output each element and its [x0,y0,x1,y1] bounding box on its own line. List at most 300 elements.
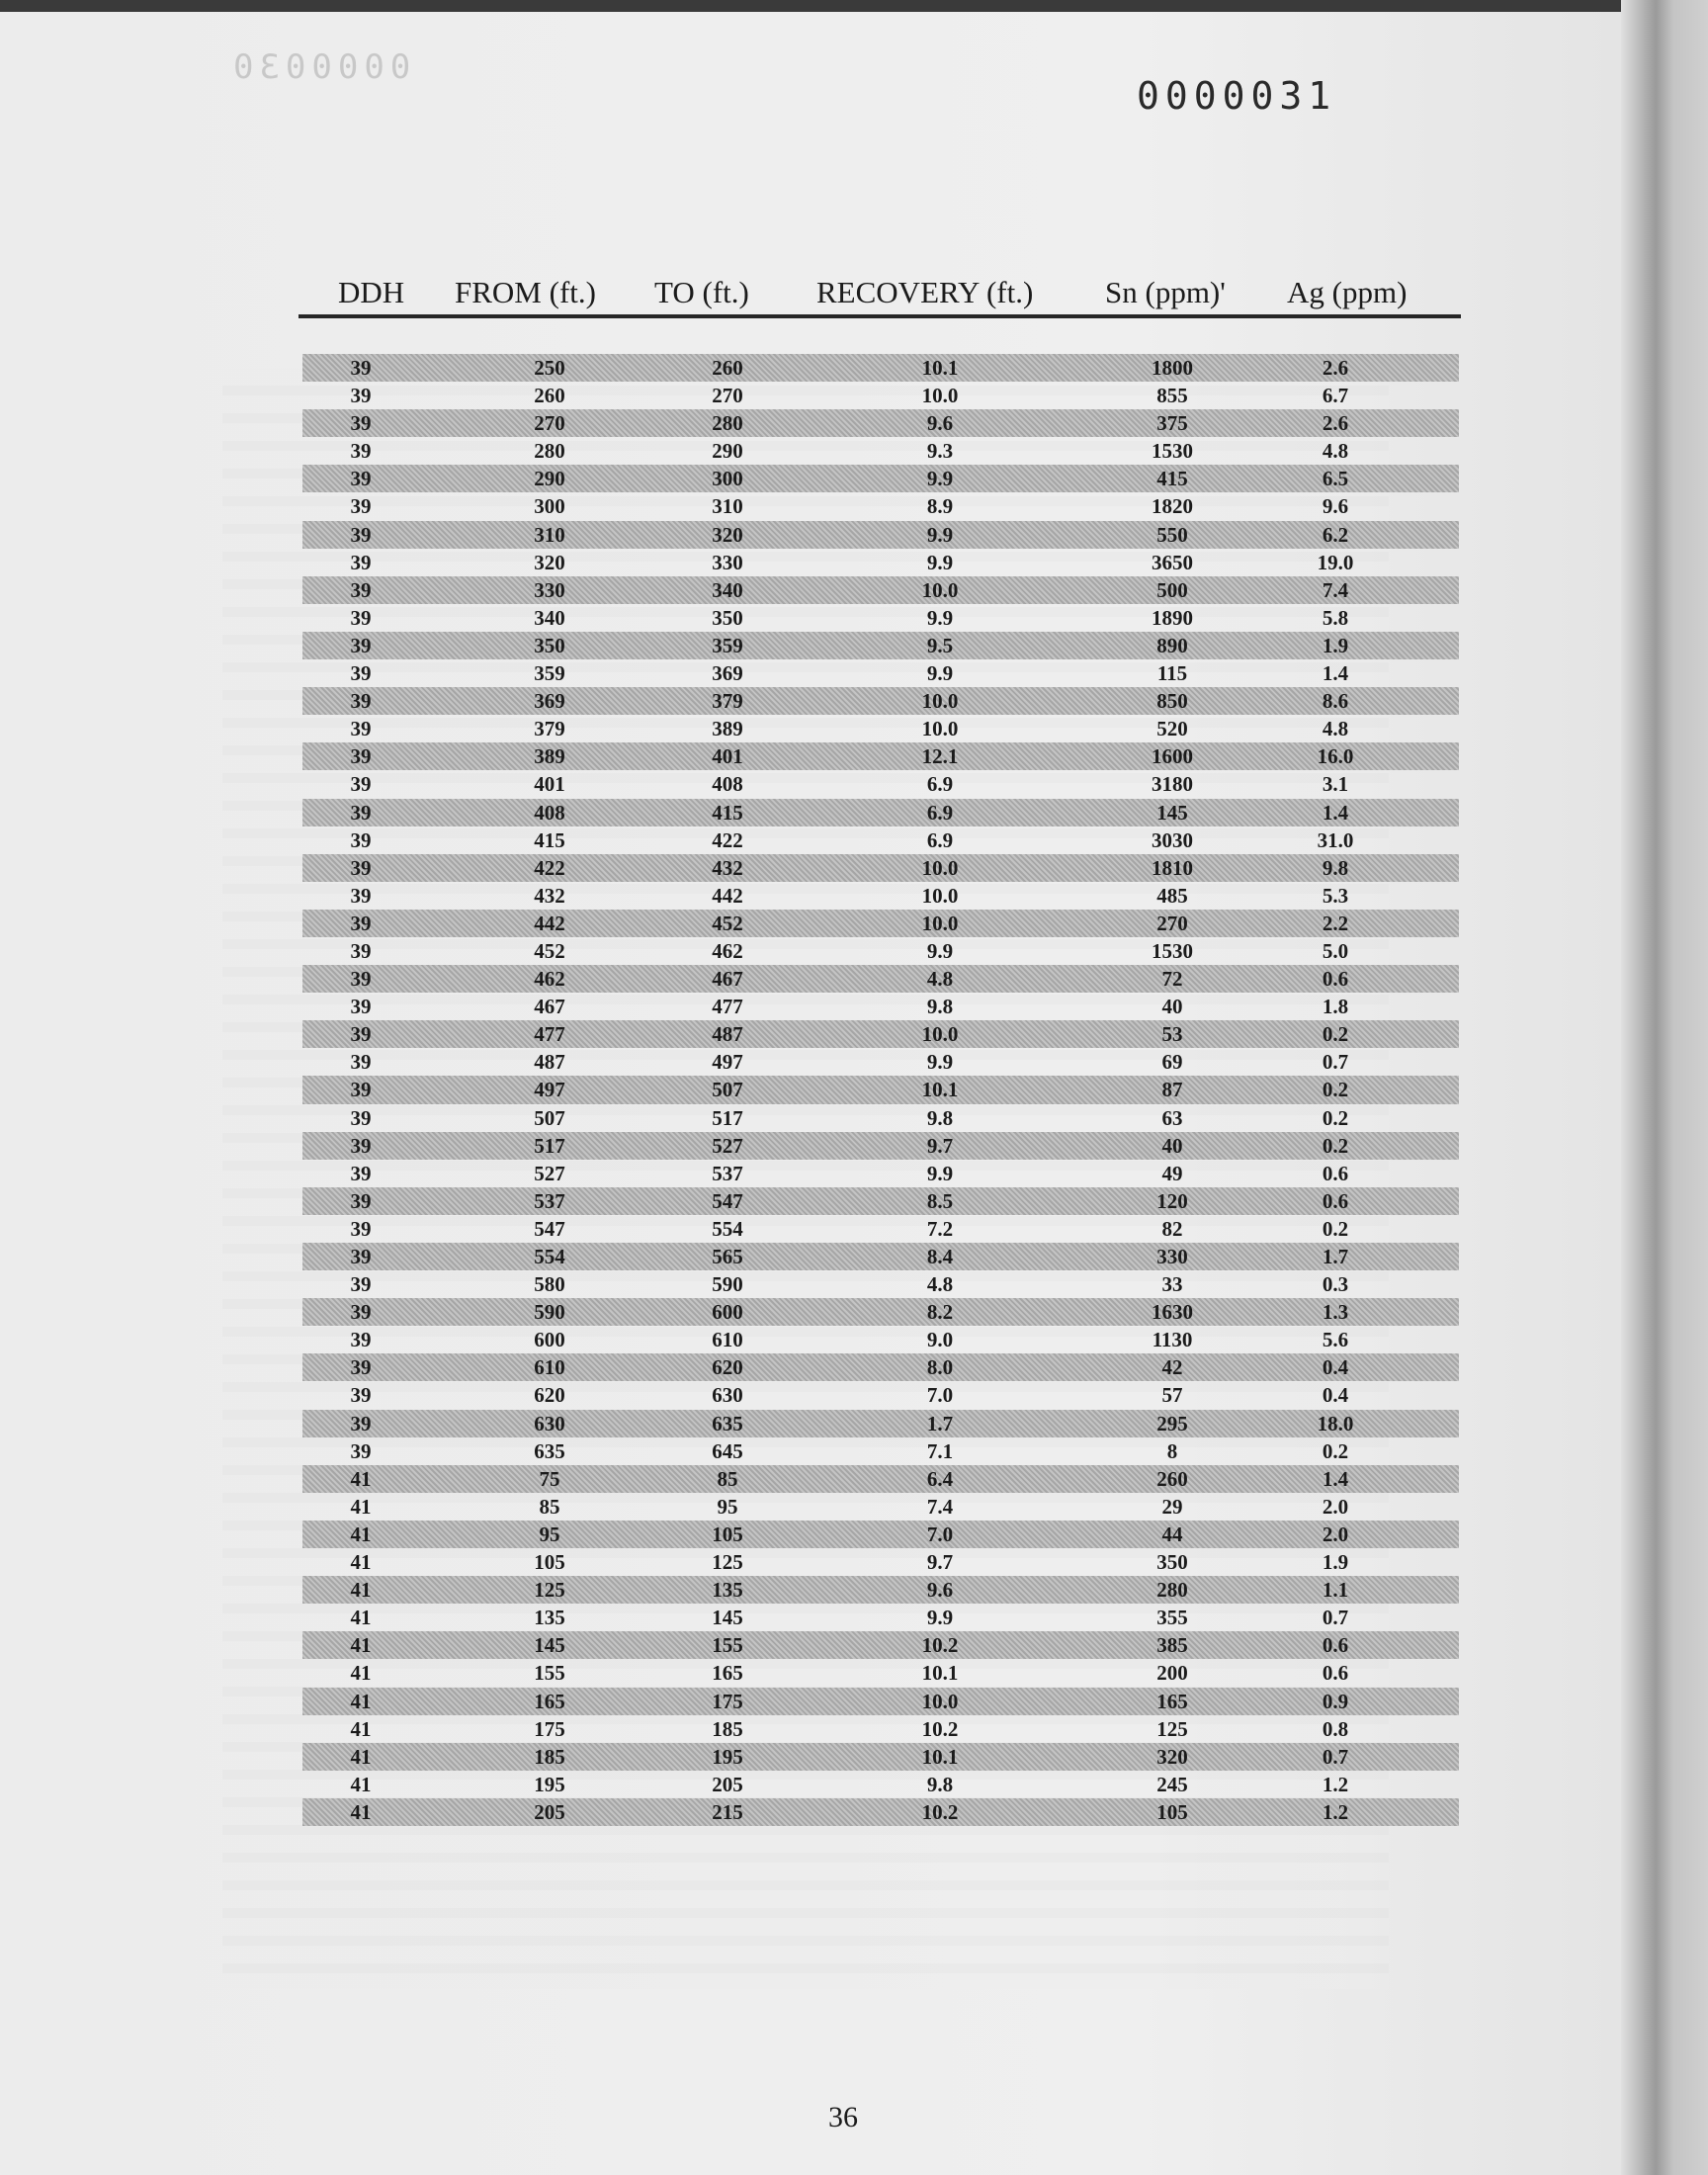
header-to: TO (ft.) [654,275,749,309]
cell-from: 290 [534,467,565,491]
cell-from: 379 [534,717,565,741]
cell-ddh: 41 [350,1578,372,1603]
cell-ag: 0.2 [1322,1438,1349,1463]
bleed-through-document-number: 0000030 [227,47,411,87]
cell-recovery: 9.9 [926,522,954,547]
table-row [302,382,1459,409]
cell-to: 620 [712,1355,743,1380]
cell-ddh: 39 [350,1050,372,1075]
cell-from: 359 [534,661,565,686]
cell-to: 635 [712,1411,743,1436]
cell-recovery: 12.1 [921,744,959,769]
cell-sn: 270 [1156,911,1188,935]
cell-ddh: 39 [350,1133,372,1158]
table-row [302,993,1459,1020]
cell-ag: 4.8 [1322,439,1349,464]
cell-recovery: 9.9 [926,1050,954,1075]
cell-from: 369 [534,689,565,714]
cell-sn: 200 [1156,1661,1188,1686]
cell-to: 369 [712,661,743,686]
cell-from: 452 [534,938,565,963]
cell-recovery: 10.0 [921,384,959,408]
cell-from: 415 [534,827,565,852]
cell-to: 195 [712,1744,743,1769]
cell-sn: 40 [1161,995,1183,1019]
cell-to: 401 [712,744,743,769]
cell-from: 497 [534,1078,565,1102]
cell-sn: 1890 [1152,605,1193,630]
cell-sn: 1530 [1152,938,1193,963]
cell-recovery: 10.2 [921,1633,959,1658]
cell-ddh: 41 [350,1772,372,1796]
cell-recovery: 10.1 [921,356,959,380]
cell-ddh: 41 [350,1633,372,1658]
cell-from: 175 [534,1716,565,1741]
table-row [302,1521,1459,1548]
cell-sn: 280 [1156,1578,1188,1603]
cell-from: 408 [534,800,565,825]
header-ddh: DDH [338,275,405,309]
cell-to: 270 [712,384,743,408]
cell-to: 105 [712,1522,743,1546]
cell-to: 452 [712,911,743,935]
cell-from: 135 [534,1606,565,1630]
binding-shadow [1621,0,1708,2175]
table-row [302,1270,1459,1298]
cell-sn: 385 [1156,1633,1188,1658]
cell-recovery: 9.6 [926,1578,954,1603]
cell-ddh: 41 [350,1550,372,1575]
cell-from: 590 [534,1300,565,1325]
cell-to: 330 [712,550,743,574]
cell-from: 610 [534,1355,565,1380]
cell-sn: 890 [1156,633,1188,657]
cell-from: 105 [534,1550,565,1575]
cell-from: 270 [534,411,565,436]
cell-ddh: 39 [350,384,372,408]
cell-from: 477 [534,1022,565,1047]
cell-recovery: 9.8 [926,995,954,1019]
cell-ag: 0.7 [1322,1744,1349,1769]
cell-recovery: 7.4 [926,1494,954,1519]
cell-ddh: 39 [350,967,372,992]
cell-ag: 16.0 [1317,744,1354,769]
cell-to: 340 [712,577,743,602]
cell-ag: 5.8 [1322,605,1349,630]
cell-sn: 165 [1156,1689,1188,1713]
cell-to: 320 [712,522,743,547]
table-row [302,742,1459,770]
cell-recovery: 9.6 [926,411,954,436]
cell-recovery: 9.9 [926,1606,954,1630]
cell-from: 145 [534,1633,565,1658]
table-row [302,549,1459,576]
cell-to: 310 [712,494,743,519]
cell-to: 290 [712,439,743,464]
cell-ddh: 39 [350,1328,372,1352]
header-rule [299,314,1461,318]
cell-sn: 855 [1156,384,1188,408]
cell-sn: 120 [1156,1188,1188,1213]
cell-sn: 72 [1161,967,1183,992]
cell-sn: 44 [1161,1522,1183,1546]
table-row [302,1243,1459,1270]
cell-sn: 415 [1156,467,1188,491]
cell-sn: 115 [1156,661,1188,686]
cell-to: 600 [712,1300,743,1325]
cell-to: 432 [712,855,743,880]
cell-ddh: 41 [350,1689,372,1713]
cell-ag: 1.9 [1322,633,1349,657]
table-row [302,826,1459,854]
cell-recovery: 9.8 [926,1105,954,1130]
cell-to: 630 [712,1383,743,1408]
table-header [297,275,1463,314]
cell-ag: 1.2 [1322,1799,1349,1824]
cell-to: 517 [712,1105,743,1130]
cell-to: 260 [712,356,743,380]
cell-recovery: 10.1 [921,1078,959,1102]
cell-recovery: 9.0 [926,1328,954,1352]
table-row [302,1020,1459,1048]
cell-ag: 0.2 [1322,1022,1349,1047]
cell-ag: 0.2 [1322,1216,1349,1241]
cell-ddh: 39 [350,605,372,630]
cell-sn: 1530 [1152,439,1193,464]
cell-sn: 82 [1161,1216,1183,1241]
cell-ddh: 39 [350,1022,372,1047]
cell-to: 645 [712,1438,743,1463]
cell-sn: 105 [1156,1799,1188,1824]
table-row [302,492,1459,520]
cell-recovery: 10.0 [921,1022,959,1047]
cell-recovery: 7.0 [926,1522,954,1546]
cell-ddh: 39 [350,1272,372,1297]
cell-from: 330 [534,577,565,602]
cell-recovery: 10.0 [921,911,959,935]
cell-recovery: 8.5 [926,1188,954,1213]
cell-ddh: 39 [350,800,372,825]
table-row [302,1688,1459,1715]
cell-sn: 260 [1156,1466,1188,1491]
table-row [302,1215,1459,1243]
table-row [302,1326,1459,1353]
table-row [302,1353,1459,1381]
cell-recovery: 6.4 [926,1466,954,1491]
cell-recovery: 9.3 [926,439,954,464]
cell-ag: 2.6 [1322,356,1349,380]
cell-ag: 1.1 [1322,1578,1349,1603]
cell-sn: 8 [1166,1438,1178,1463]
table-row [302,1048,1459,1076]
cell-to: 497 [712,1050,743,1075]
cell-to: 145 [712,1606,743,1630]
cell-to: 610 [712,1328,743,1352]
cell-sn: 485 [1156,883,1188,908]
table-row [302,354,1459,382]
cell-recovery: 8.4 [926,1245,954,1268]
table-row [302,1576,1459,1604]
cell-sn: 245 [1156,1772,1188,1796]
table-row [302,1381,1459,1409]
cell-ddh: 39 [350,1161,372,1185]
scan-top-edge [0,0,1708,12]
cell-recovery: 10.0 [921,855,959,880]
cell-ag: 6.7 [1322,384,1349,408]
cell-from: 260 [534,384,565,408]
cell-recovery: 1.7 [926,1411,954,1436]
cell-recovery: 7.2 [926,1216,954,1241]
cell-ag: 7.4 [1322,577,1349,602]
cell-recovery: 10.0 [921,577,959,602]
cell-recovery: 10.2 [921,1716,959,1741]
cell-from: 300 [534,494,565,519]
cell-sn: 63 [1161,1105,1183,1130]
table-row [302,632,1459,659]
cell-ag: 9.6 [1322,494,1349,519]
cell-recovery: 9.9 [926,550,954,574]
cell-ag: 1.4 [1322,800,1349,825]
table-row [302,659,1459,687]
assay-table [302,354,1459,1826]
cell-ddh: 39 [350,439,372,464]
cell-recovery: 8.9 [926,494,954,519]
cell-from: 580 [534,1272,565,1297]
table-row [302,1132,1459,1160]
cell-ddh: 39 [350,411,372,436]
cell-to: 135 [712,1578,743,1603]
cell-ag: 1.2 [1322,1772,1349,1796]
cell-from: 205 [534,1799,565,1824]
table-row [302,854,1459,882]
cell-ag: 2.0 [1322,1494,1349,1519]
table-row [302,521,1459,549]
cell-sn: 49 [1161,1161,1183,1185]
cell-from: 527 [534,1161,565,1185]
cell-ddh: 39 [350,1383,372,1408]
cell-recovery: 9.9 [926,1161,954,1185]
cell-ddh: 39 [350,717,372,741]
cell-sn: 53 [1161,1022,1183,1047]
cell-from: 185 [534,1744,565,1769]
cell-sn: 145 [1156,800,1188,825]
cell-from: 600 [534,1328,565,1352]
cell-ag: 0.4 [1322,1355,1349,1380]
table-row [302,687,1459,715]
cell-recovery: 9.9 [926,467,954,491]
cell-to: 527 [712,1133,743,1158]
cell-ddh: 39 [350,689,372,714]
cell-sn: 500 [1156,577,1188,602]
cell-ag: 18.0 [1317,1411,1354,1436]
header-from: FROM (ft.) [455,275,596,309]
cell-ddh: 39 [350,938,372,963]
table-row [302,1160,1459,1187]
cell-to: 350 [712,605,743,630]
cell-recovery: 6.9 [926,772,954,797]
cell-to: 554 [712,1216,743,1241]
cell-sn: 125 [1156,1716,1188,1741]
cell-recovery: 10.1 [921,1661,959,1686]
cell-sn: 33 [1161,1272,1183,1297]
cell-to: 185 [712,1716,743,1741]
cell-ddh: 39 [350,772,372,797]
cell-to: 165 [712,1661,743,1686]
cell-recovery: 9.9 [926,938,954,963]
cell-to: 175 [712,1689,743,1713]
cell-to: 422 [712,827,743,852]
cell-from: 432 [534,883,565,908]
cell-ag: 1.4 [1322,661,1349,686]
cell-ddh: 41 [350,1661,372,1686]
cell-from: 195 [534,1772,565,1796]
cell-to: 415 [712,800,743,825]
cell-from: 507 [534,1105,565,1130]
cell-sn: 520 [1156,717,1188,741]
cell-recovery: 4.8 [926,967,954,992]
cell-ddh: 39 [350,1078,372,1102]
cell-to: 215 [712,1799,743,1824]
cell-from: 422 [534,855,565,880]
cell-ddh: 39 [350,1105,372,1130]
cell-recovery: 9.8 [926,1772,954,1796]
cell-ddh: 39 [350,494,372,519]
cell-sn: 375 [1156,411,1188,436]
cell-ddh: 41 [350,1799,372,1824]
cell-ag: 0.7 [1322,1606,1349,1630]
cell-to: 477 [712,995,743,1019]
cell-ddh: 39 [350,1188,372,1213]
table-row [302,965,1459,993]
cell-ddh: 39 [350,855,372,880]
cell-ag: 0.4 [1322,1383,1349,1408]
cell-ddh: 41 [350,1494,372,1519]
cell-from: 401 [534,772,565,797]
cell-ag: 0.6 [1322,1161,1349,1185]
table-row [302,1798,1459,1826]
cell-recovery: 4.8 [926,1272,954,1297]
table-row [302,1076,1459,1103]
cell-sn: 3030 [1152,827,1193,852]
header-recovery: RECOVERY (ft.) [816,275,1034,309]
table-row [302,1548,1459,1576]
table-row [302,1493,1459,1521]
cell-recovery: 10.0 [921,1689,959,1713]
cell-ddh: 39 [350,827,372,852]
table-row [302,715,1459,742]
cell-sn: 69 [1161,1050,1183,1075]
cell-ag: 1.8 [1322,995,1349,1019]
cell-ddh: 39 [350,911,372,935]
table-row [302,882,1459,910]
cell-ag: 0.6 [1322,1188,1349,1213]
header-sn: Sn (ppm)' [1105,275,1226,309]
table-row [302,1631,1459,1659]
cell-to: 537 [712,1161,743,1185]
cell-ddh: 39 [350,1216,372,1241]
cell-recovery: 10.1 [921,1744,959,1769]
cell-ag: 2.0 [1322,1522,1349,1546]
cell-ag: 3.1 [1322,772,1349,797]
cell-to: 442 [712,883,743,908]
cell-ag: 5.6 [1322,1328,1349,1352]
cell-ddh: 39 [350,633,372,657]
page-number: 36 [828,2101,858,2133]
cell-sn: 1820 [1152,494,1193,519]
cell-from: 467 [534,995,565,1019]
cell-to: 300 [712,467,743,491]
cell-to: 547 [712,1188,743,1213]
header-ag: Ag (ppm) [1287,275,1408,309]
cell-recovery: 9.5 [926,633,954,657]
cell-ag: 4.8 [1322,717,1349,741]
cell-sn: 550 [1156,522,1188,547]
cell-to: 155 [712,1633,743,1658]
cell-to: 359 [712,633,743,657]
cell-from: 310 [534,522,565,547]
cell-ag: 2.2 [1322,911,1349,935]
cell-to: 590 [712,1272,743,1297]
table-row [302,1410,1459,1437]
cell-to: 280 [712,411,743,436]
cell-ag: 0.3 [1322,1272,1349,1297]
cell-to: 85 [717,1466,738,1491]
cell-from: 250 [534,356,565,380]
cell-ag: 1.3 [1322,1300,1349,1325]
cell-ddh: 39 [350,744,372,769]
cell-from: 487 [534,1050,565,1075]
cell-ag: 0.2 [1322,1078,1349,1102]
cell-ag: 5.0 [1322,938,1349,963]
cell-from: 280 [534,439,565,464]
cell-ag: 5.3 [1322,883,1349,908]
cell-ddh: 39 [350,467,372,491]
cell-ddh: 39 [350,1355,372,1380]
cell-sn: 320 [1156,1744,1188,1769]
cell-from: 389 [534,744,565,769]
cell-ag: 0.6 [1322,967,1349,992]
cell-ag: 1.4 [1322,1466,1349,1491]
table-row [302,409,1459,437]
cell-ag: 19.0 [1317,550,1354,574]
cell-from: 517 [534,1133,565,1158]
cell-sn: 330 [1156,1245,1188,1268]
cell-from: 95 [539,1522,560,1546]
table-row [302,437,1459,465]
cell-ddh: 39 [350,1300,372,1325]
cell-recovery: 7.0 [926,1383,954,1408]
cell-recovery: 8.2 [926,1300,954,1325]
cell-sn: 1130 [1152,1328,1193,1352]
cell-ddh: 39 [350,356,372,380]
cell-ag: 6.2 [1322,522,1349,547]
cell-ddh: 39 [350,1411,372,1436]
cell-ag: 0.6 [1322,1661,1349,1686]
table-row [302,1604,1459,1631]
cell-ddh: 39 [350,995,372,1019]
table-row [302,1715,1459,1743]
table-row [302,576,1459,604]
cell-from: 537 [534,1188,565,1213]
cell-ag: 9.8 [1322,855,1349,880]
cell-recovery: 10.0 [921,717,959,741]
cell-from: 442 [534,911,565,935]
cell-recovery: 8.0 [926,1355,954,1380]
table-row [302,937,1459,965]
cell-ddh: 41 [350,1606,372,1630]
table-row [302,770,1459,798]
cell-recovery: 9.7 [926,1550,954,1575]
